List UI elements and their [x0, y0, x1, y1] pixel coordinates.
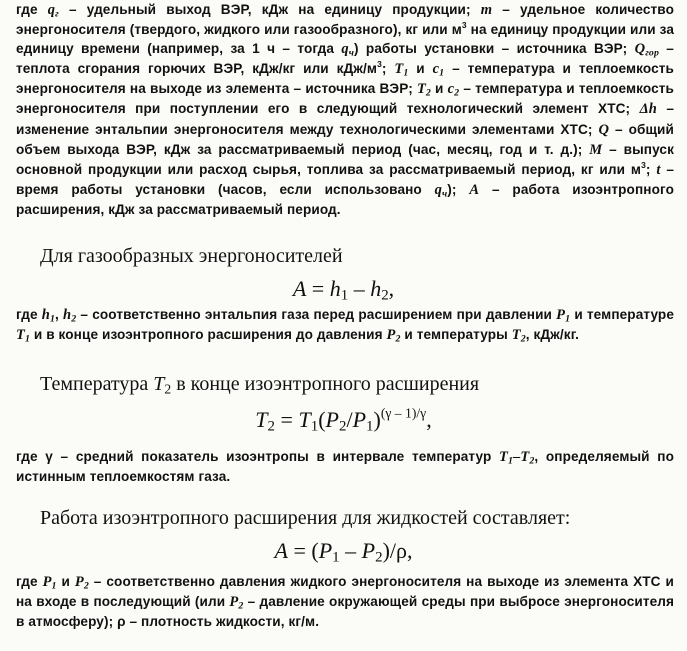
var-q: $q_г$ [47, 2, 59, 20]
var-T1b: $T_1$ [16, 327, 30, 345]
var-A: A [469, 181, 480, 198]
var-h1: $h_1$ [41, 307, 55, 325]
var-Qgor: $Q_{гор}$ [634, 41, 659, 59]
var-t: t [656, 161, 661, 178]
paragraph-gamma: где γ – средний показатель изоэнтропы в интервале температур $T_1-T_2$, определяемый по истинным теплоемкостям газа. [16, 449, 674, 485]
var-c1: $c_1$ [432, 61, 445, 79]
lead-temperature: Температура $T_2$ в конце изоэнтропного расширения [40, 373, 480, 397]
paragraph-enthalpy: где $h_1$, $h_2$ – соответственно энтальпия газа перед расширением при давлении $P_1$ и температуре $T_1$ и в конце изоэнтропного расширения до давления $P_2$ и температуры $T_2$, кДж/кг. [16, 307, 674, 345]
var-M: M [589, 141, 603, 158]
paragraph-pressure: где $P_1$ и $P_2$ – соответственно давления жидкого энергоносителя на выходе из элемента ХТС и на входе в последующий (или $P_2$ – давление окружающей среды при выбросе энергоносителя в атмосферу); ρ – плотность жидкости, кг/м. [16, 574, 674, 630]
equation-3: $A = (P_1 - P_2)/\rho$, [274, 538, 413, 566]
var-m: m [480, 2, 493, 18]
var-c2: $c_2$ [447, 81, 460, 99]
equation-2: $T_2 = T_1(P_2/P_1)^{(\gamma - 1)/\gamma}$, [255, 405, 432, 435]
var-dh: Δh [639, 101, 657, 118]
var-qch-2: $q_ч$ [434, 181, 448, 200]
var-T2b: $T_2$ [511, 327, 526, 345]
var-h2: $h_2$ [63, 307, 77, 325]
lead-liquids: Работа изоэнтропного расширения для жидкостей составляет: [40, 507, 571, 529]
var-qch: $q_ч$ [341, 41, 354, 59]
var-Q: Q [598, 121, 610, 138]
var-T2: $T_2$ [416, 81, 431, 99]
var-P1: $P_1$ [556, 307, 571, 325]
var-T1: $T_1$ [394, 61, 409, 79]
equation-1: $A = h_1 - h_2$, [292, 276, 395, 304]
paragraph-definitions: где $q_г$ – удельный выход ВЭР, кДж на единицу продукции; m – удельное количество энергоносителя (твердого, жидкого или газообразного), кг или $м^3$ на единицу продукции или за единицу времени (например, за 1 ч – тогда $q_ч$) работы установки – источника ВЭР; $Q_{гор}$ – теплота сгорания горючих ВЭР, кДж/кг или кДж/$м^3$; $T_1$ и $c_1$ – температура и теплоемкость энергоносителя на выходе из элемента – источника ВЭР; $T_2$ и $c_2$ – температура и теплоемкость энергоносителя при поступлении его в следующий технологический элемент ХТС; Δh – изменение энтальпии энергоносителя между технологическими элементами ХТС; Q – общий объем выхода ВЭР, кДж за рассматриваемый период (час, месяц, год и т. д.); M – выпуск основной продукции или расход сырья, топлива за рассматриваемый период, кг или $м^3$; t – время работы установки (часов, если использовано $q_ч$); A – работа изоэнтропного расширения, кДж за рассматриваемый период. [16, 2, 674, 217]
var-P2: $P_2$ [386, 327, 401, 345]
lead-gas: Для газообразных энергоносителей [40, 245, 343, 267]
